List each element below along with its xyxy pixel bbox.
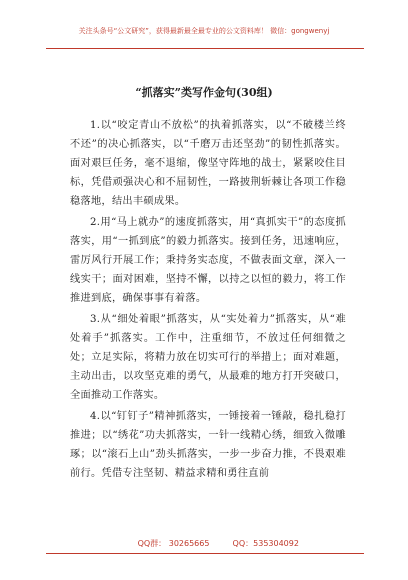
footer-contact (0, 538, 408, 549)
header-divider (46, 48, 364, 49)
document-body (70, 116, 346, 485)
footer-divider (46, 553, 364, 554)
paragraph-1: 1.以“咬定青山不放松”的执着抓落实，以“不破楼兰终不还”的决心抓落实，以“千磨万击还坚劲”的韧性抓落实。面对艰巨任务，毫不退缩，像坚守阵地的战士，紧紧咬住目标，凭借顽强决心和不屈韧性，一路披荆斩棘让各项工作稳稳落地，结出丰硕成果。 (70, 120, 346, 207)
document-title: “抓落实”类写作金句(30组) (135, 86, 273, 99)
header-notice: 关注头条号“公文研究”，获得最新最全最专业的公文资料库！ 微信：gongwenyj (78, 27, 330, 35)
footer-qq-group: QQ群： 30265665 (137, 539, 210, 548)
paragraph-3: 3.从“细处着眼”抓落实，从“实处着力”抓落实，从“难处着手”抓落实。工作中，注重细节，不放过任何细微之处；立足实际，将精力放在切实可行的举措上；面对难题，主动出击，以攻坚克难的勇气，从最难的地方打开突破口，全面推动工作落实。 (70, 314, 346, 401)
paragraph-2: 2.用“马上就办”的速度抓落实，用“真抓实干”的态度抓落实，用“一抓到底”的毅力抓落实。接到任务，迅速响应，雷厉风行开展工作；秉持务实态度，不做表面文章，深入一线实干；面对困难，坚持不懈，以持之以恒的毅力，将工作推进到底，确保事事有着落。 (70, 217, 346, 304)
paragraph-4: 4.以“钉钉子”精神抓落实，一锤接着一锤敲，稳扎稳打推进；以“绣花”功夫抓落实，一针一线精心绣，细致入微雕琢；以“滚石上山”劲头抓落实，一步一步奋力推，不畏艰难前行。凭借专注坚韧、精益求精和勇往直前 (70, 411, 346, 479)
footer-qq: QQ：535304092 (232, 539, 299, 548)
